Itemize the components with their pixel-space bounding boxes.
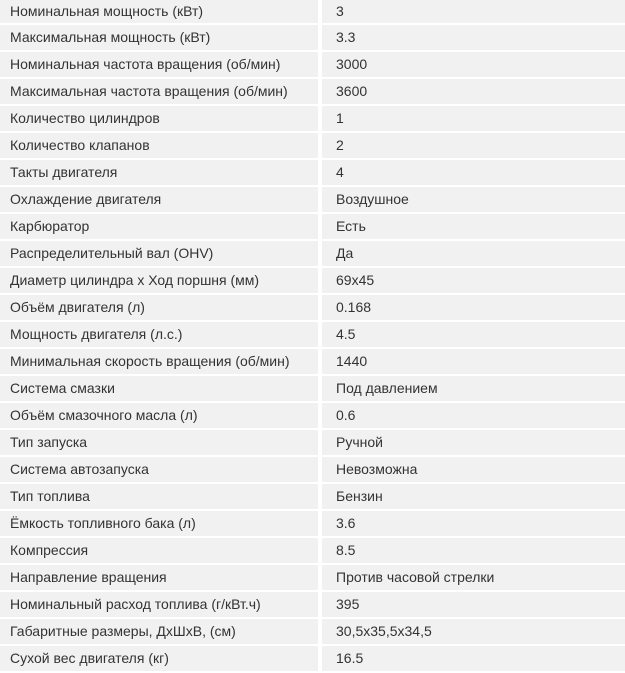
spec-row [0,241,625,268]
spec-value: Невозможна [322,457,625,484]
spec-value: Воздушное [322,187,625,214]
spec-label: Объём двигателя (л) [0,295,322,322]
spec-label: Количество клапанов [0,133,322,160]
spec-row [0,619,625,646]
spec-value: 30,5x35,5x34,5 [322,619,625,646]
spec-label: Система автозапуска [0,457,322,484]
spec-row [0,484,625,511]
spec-row [0,511,625,538]
spec-label: Максимальная частота вращения (об/мин) [0,79,322,106]
spec-label: Номинальная частота вращения (об/мин) [0,52,322,79]
spec-row [0,214,625,241]
spec-value: Да [322,241,625,268]
spec-row [0,25,625,52]
spec-label: Тип топлива [0,484,322,511]
spec-label: Габаритные размеры, ДхШхВ, (см) [0,619,322,646]
spec-value: 0.168 [322,295,625,322]
spec-row [0,133,625,160]
spec-label: Компрессия [0,538,322,565]
spec-label: Распределительный вал (OHV) [0,241,322,268]
spec-label: Сухой вес двигателя (кг) [0,646,322,673]
spec-value: 3 [322,0,625,25]
spec-label: Ёмкость топливного бака (л) [0,511,322,538]
spec-label: Направление вращения [0,565,322,592]
spec-label: Минимальная скорость вращения (об/мин) [0,349,322,376]
spec-label: Максимальная мощность (кВт) [0,25,322,52]
spec-label: Объём смазочного масла (л) [0,403,322,430]
spec-value: 3.6 [322,511,625,538]
spec-label: Количество цилиндров [0,106,322,133]
spec-value: 1440 [322,349,625,376]
spec-row [0,430,625,457]
spec-row [0,160,625,187]
spec-row [0,322,625,349]
spec-value: 395 [322,592,625,619]
spec-row [0,52,625,79]
spec-value: 16.5 [322,646,625,673]
spec-value: 3600 [322,79,625,106]
spec-row [0,538,625,565]
spec-label: Тип запуска [0,430,322,457]
spec-value: Бензин [322,484,625,511]
spec-row [0,592,625,619]
spec-row [0,106,625,133]
spec-value: 3.3 [322,25,625,52]
spec-row [0,403,625,430]
spec-row [0,79,625,106]
spec-value: Под давлением [322,376,625,403]
spec-value: 4 [322,160,625,187]
spec-row [0,646,625,673]
spec-value: 2 [322,133,625,160]
spec-label: Такты двигателя [0,160,322,187]
spec-label: Мощность двигателя (л.с.) [0,322,322,349]
spec-row [0,376,625,403]
spec-row [0,187,625,214]
spec-row [0,457,625,484]
spec-label: Охлаждение двигателя [0,187,322,214]
spec-label: Система смазки [0,376,322,403]
spec-value: 1 [322,106,625,133]
spec-label: Карбюратор [0,214,322,241]
spec-label: Номинальная мощность (кВт) [0,0,322,25]
spec-row [0,565,625,592]
spec-label: Диаметр цилиндра х Ход поршня (мм) [0,268,322,295]
spec-value: Есть [322,214,625,241]
spec-row [0,295,625,322]
spec-value: Против часовой стрелки [322,565,625,592]
spec-value: Ручной [322,430,625,457]
spec-value: 0.6 [322,403,625,430]
spec-row [0,349,625,376]
spec-label: Номинальный расход топлива (г/кВт.ч) [0,592,322,619]
spec-row [0,268,625,295]
spec-value: 69x45 [322,268,625,295]
spec-value: 3000 [322,52,625,79]
spec-value: 8.5 [322,538,625,565]
spec-value: 4.5 [322,322,625,349]
spec-row [0,0,625,25]
